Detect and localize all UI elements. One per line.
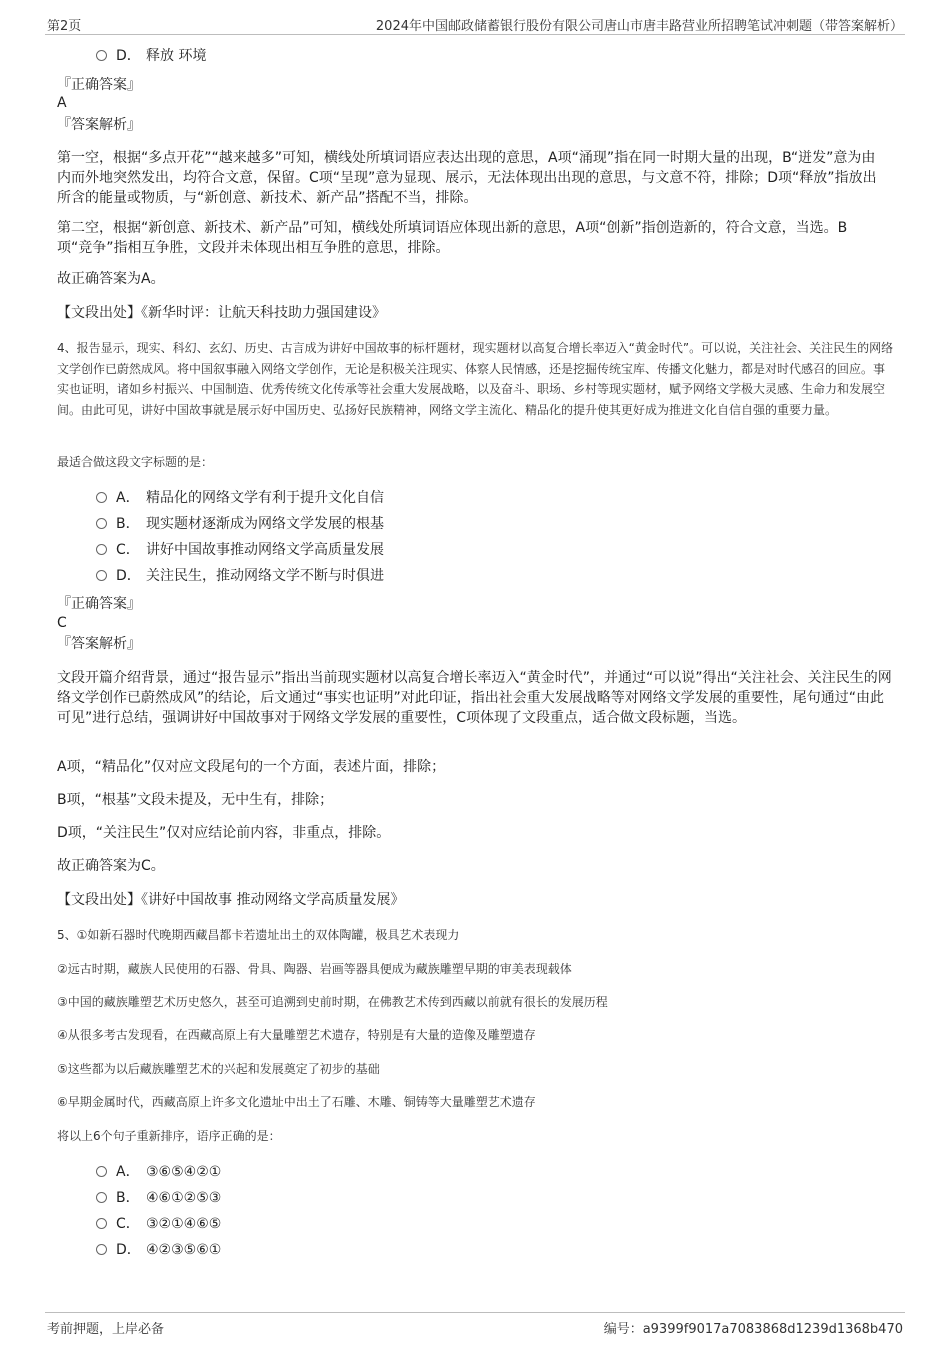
question-stem: 4、报告显示，现实、科幻、玄幻、历史、古言成为讲好中国故事的标杆题材，现实题材以高复合增长率迈入“黄金时代”。可以说，关注社会、关注民生的网络文学创作已蔚然成风。将中国叙事融入网络文学创作，无论是积极关注现实、体察人民情感，还是挖掘传统宝库、传播文化魅力，都是对时代感召的回应。事实也证明，诸如乡村振兴、中国制造、优秀传统文化传承等社会重大发展战略，以及奋斗、职场、乡村等现实题材，赋予网络文学极大灵感、生命力和发展空间。由此可见，讲好中国故事就是展示好中国历史、弘扬好民族精神，网络文学主流化、精品化的提升使其更好成为推进文化自信自强的重要力量。 xyxy=(57,341,894,417)
radio-icon[interactable] xyxy=(96,492,107,503)
answer-label: 『正确答案』 xyxy=(57,77,141,93)
q4-option-d[interactable]: D． 关注民生，推动网络文学不断与时俱进 xyxy=(96,564,384,588)
q4-option-c[interactable]: C． 讲好中国故事推动网络文学高质量发展 xyxy=(96,538,384,562)
sentence-5: ⑤这些都为以后藏族雕塑艺术的兴起和发展奠定了初步的基础 xyxy=(57,1062,380,1076)
analysis-option-b: B项，“根基”文段未提及，无中生有，排除； xyxy=(57,792,334,808)
analysis-option-a: A项，“精品化”仅对应文段尾句的一个方面，表述片面，排除； xyxy=(57,759,446,775)
sentence-2: ②远古时期，藏族人民使用的石器、骨具、陶器、岩画等器具便成为藏族雕塑早期的审美表现载体 xyxy=(57,962,572,976)
source-citation: 【文段出处】《讲好中国故事 推动网络文学高质量发展》 xyxy=(57,892,405,908)
analysis-paragraph: 第二空，根据“新创意、新技术、新产品”可知，横线处所填词语应体现出新的意思，A项“创新”指创造新的，符合文意，当选。B项“竞争”指相互争胜，文段并未体现出相互争胜的意思，排除。 xyxy=(57,220,848,256)
analysis-paragraph: 文段开篇介绍背景，通过“报告显示”指出当前现实题材以高复合增长率迈入“黄金时代”，并通过“可以说”得出“关注社会、关注民生的网络文学创作已蔚然成风”的结论，后文通过“事实也证明”对此印证，指出社会重大发展战略等对网络文学发展的重要性，尾句通过“由此可见”进行总结，强调讲好中国故事对于网络文学发展的重要性，C项体现了文段重点，适合做文段标题，当选。 xyxy=(57,670,892,726)
sentence-6: ⑥早期金属时代，西藏高原上许多文化遗址中出土了石雕、木雕、铜铸等大量雕塑艺术遗存 xyxy=(57,1095,536,1109)
q5-option-a[interactable]: A． ③⑥⑤④②① xyxy=(96,1160,221,1184)
analysis-label: 『答案解析』 xyxy=(57,636,141,652)
page-header xyxy=(45,14,905,35)
sentence-3: ③中国的藏族雕塑艺术历史悠久，甚至可追溯到史前时期，在佛教艺术传到西藏以前就有很长的发展历程 xyxy=(57,995,608,1009)
radio-icon[interactable] xyxy=(96,570,107,581)
radio-icon[interactable] xyxy=(96,50,107,61)
question-prompt: 最适合做这段文字标题的是： xyxy=(57,455,214,469)
radio-icon[interactable] xyxy=(96,1244,107,1255)
q5-option-c[interactable]: C． ③②①④⑥⑤ xyxy=(96,1212,221,1236)
radio-icon[interactable] xyxy=(96,1218,107,1229)
radio-icon[interactable] xyxy=(96,544,107,555)
q3-option-d[interactable]: D． 释放 环境 xyxy=(96,44,206,68)
sentence-4: ④从很多考古发现看，在西藏高原上有大量雕塑艺术遗存，特别是有大量的造像及雕塑遗存 xyxy=(57,1028,536,1042)
answer-label: 『正确答案』 xyxy=(57,596,141,612)
analysis-label: 『答案解析』 xyxy=(57,117,141,133)
answer-value: C xyxy=(57,615,67,631)
source-citation: 【文段出处】《新华时评：让航天科技助力强国建设》 xyxy=(57,305,386,321)
conclusion: 故正确答案为A。 xyxy=(57,271,165,287)
radio-icon[interactable] xyxy=(96,1192,107,1203)
q4-option-a[interactable]: A． 精品化的网络文学有利于提升文化自信 xyxy=(96,486,384,510)
conclusion: 故正确答案为C。 xyxy=(57,858,165,874)
sentence-1: 5、①如新石器时代晚期西藏昌都卡若遗址出土的双体陶罐，极具艺术表现力 xyxy=(57,928,460,942)
analysis-option-d: D项，“关注民生”仅对应结论前内容，非重点，排除。 xyxy=(57,825,391,841)
footer-slogan: 考前押题，上岸必备 xyxy=(47,1322,165,1337)
q4-option-b[interactable]: B． 现实题材逐渐成为网络文学发展的根基 xyxy=(96,512,384,536)
radio-icon[interactable] xyxy=(96,1166,107,1177)
q5-option-b[interactable]: B． ④⑥①②⑤③ xyxy=(96,1186,221,1210)
q5-option-d[interactable]: D． ④②③⑤⑥① xyxy=(96,1238,221,1262)
analysis-paragraph: 第一空，根据“多点开花”“越来越多”可知，横线处所填词语应表达出现的意思，A项“涌现”指在同一时期大量的出现，B“迸发”意为由内而外地突然发出，均符合文意，保留。C项“呈现”意为显现、展示，无法体现出出现的意思，与文意不符，排除；D项“释放”指放出所含的能量或物质，与“新创意、新技术、新产品”搭配不当，排除。 xyxy=(57,150,877,206)
question-prompt: 将以上6个句子重新排序，语序正确的是： xyxy=(57,1129,281,1143)
answer-value: A xyxy=(57,95,67,111)
page-number: 第2页 xyxy=(47,19,82,34)
radio-icon[interactable] xyxy=(96,518,107,529)
document-code: 编号：a9399f9017a7083868d1239d1368b470 xyxy=(603,1322,903,1337)
page-footer xyxy=(45,1312,905,1335)
document-title: 2024年中国邮政储蓄银行股份有限公司唐山市唐丰路营业所招聘笔试冲刺题（带答案解析） xyxy=(375,19,903,34)
